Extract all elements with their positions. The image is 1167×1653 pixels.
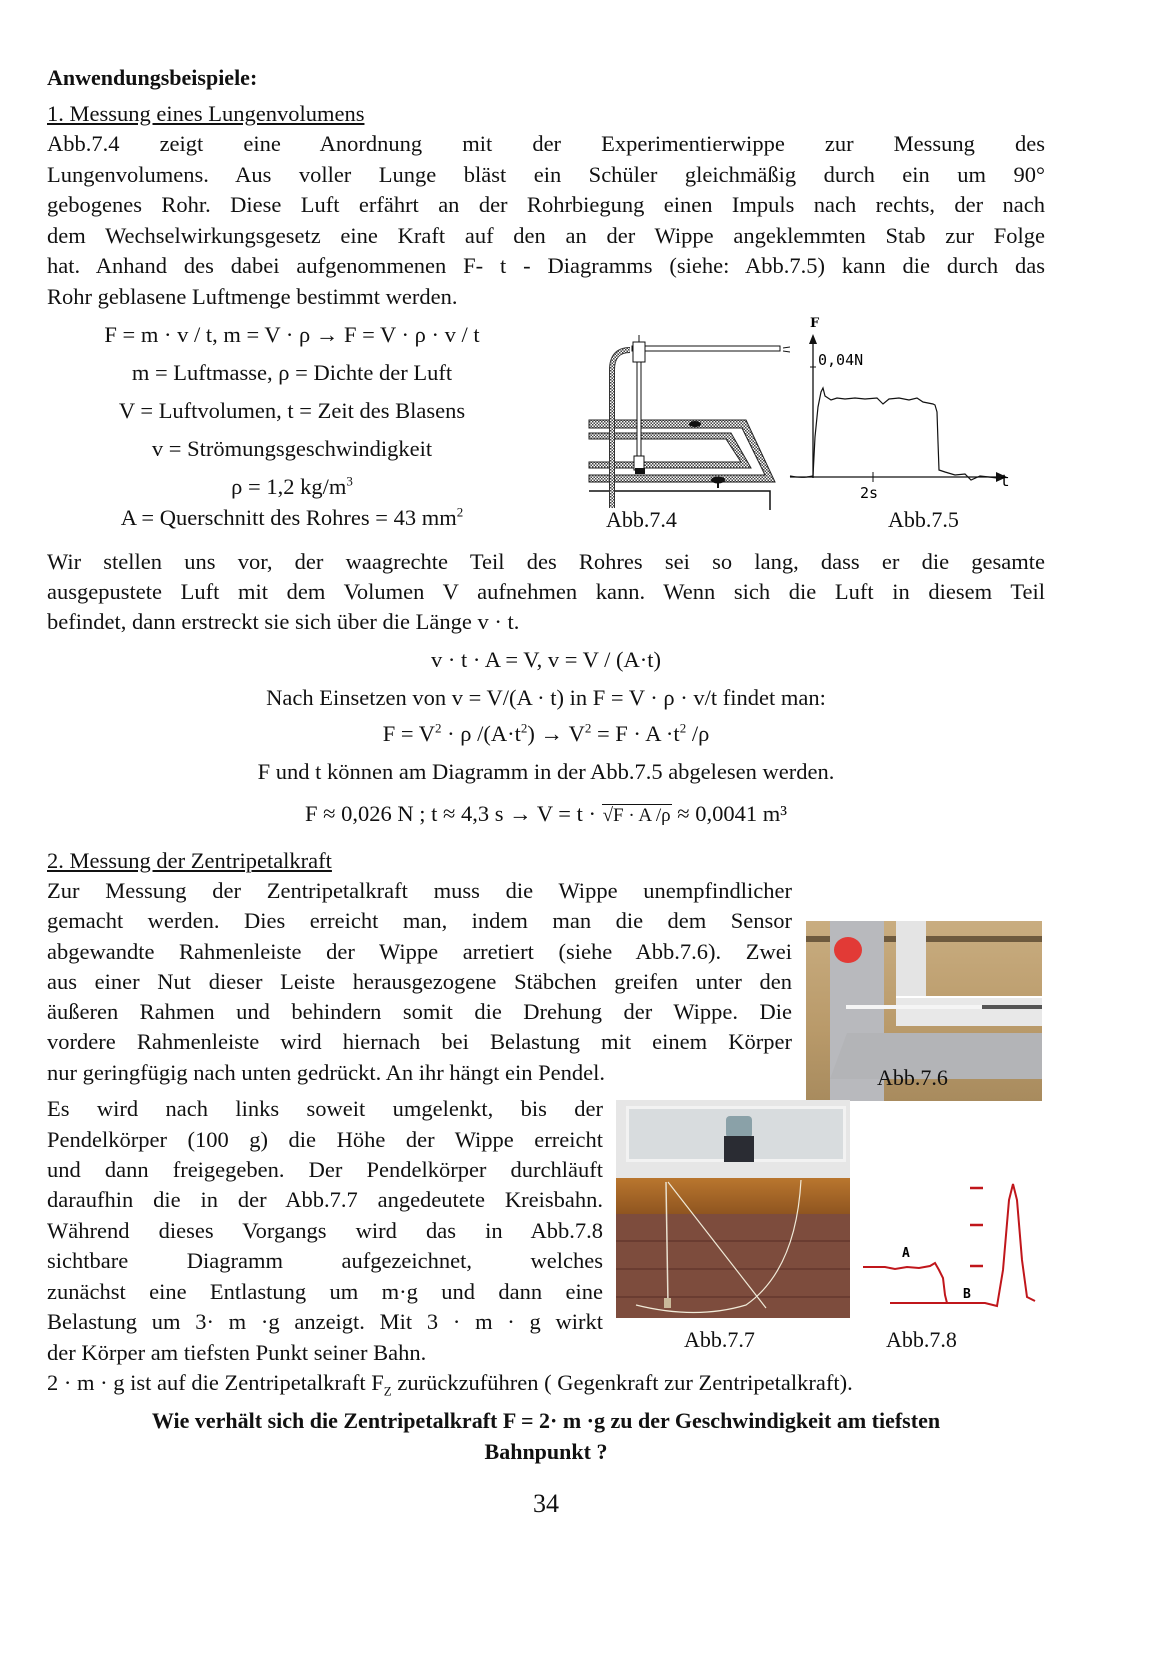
formula-density: [47, 472, 537, 502]
sqrt-expression: √F · A /ρ: [602, 805, 671, 826]
figure-7-4-seesaw-drawing: [550, 310, 790, 510]
e2p2-line: daraufhin die in der Abb.7.7 angedeutete Kreisbahn.: [47, 1187, 603, 1212]
red-knob-icon: [834, 937, 862, 963]
derivation-2: Nach Einsetzen von v = V/(A · t) in F = V · ρ · v/t findet man:: [266, 685, 826, 710]
derivation-4: F und t können am Diagramm in der Abb.7.5 abgelesen werden.: [257, 759, 835, 784]
e2-line: aus einer Nut dieser Leiste herausgezogene Stäbchen greifen unter den: [47, 969, 792, 994]
label-b: B: [963, 1287, 971, 1302]
e2p2-line: Pendelkörper (100 g) die Höhe der Wippe erreicht: [47, 1127, 603, 1152]
closing-sentence: [47, 1368, 1045, 1398]
figure-7-7-caption: Abb.7.7: [684, 1327, 755, 1352]
d3-part: = F · A ·t: [591, 721, 680, 746]
intro-line: Rohr geblasene Luftmenge bestimmt werden.: [47, 284, 458, 309]
e2-line: Zur Messung der Zentripetalkraft muss die Wippe unempfindlicher: [47, 878, 792, 903]
d3-part: F = V: [382, 721, 435, 746]
y-axis-label: F: [810, 316, 820, 331]
derivation-1: v · t · A = V, v = V / (A·t): [431, 647, 661, 672]
result-part: F ≈ 0,026 N ; t ≈ 4,3 s → V = t ·: [305, 801, 602, 826]
result-part: ≈ 0,0041 m³: [671, 801, 787, 826]
e2p2-line: Es wird nach links soweit umgelenkt, bis der: [47, 1096, 603, 1121]
e2-line: vordere Rahmenleiste wird hiernach bei Belastung mit einem Körper: [47, 1029, 792, 1054]
example2-title: 2. Messung der Zentripetalkraft: [47, 848, 332, 873]
y-tick-label: 0,04N: [818, 351, 864, 369]
intro-line: hat. Anhand des dabei aufgenommenen F- t - Diagramms (siehe: Abb.7.5) kann die durch das: [47, 253, 1045, 278]
derivation-3: [47, 719, 1045, 749]
closing-part: 2 · m · g ist auf die Zentripetalkraft F: [47, 1370, 384, 1395]
figure-7-8-force-chart: [855, 1170, 1045, 1320]
intro-line: gebogenes Rohr. Diese Luft erfährt an der Rohrbiegung einen Impuls nach rechts, der nach: [47, 192, 1045, 217]
figure-7-6-caption: Abb.7.6: [877, 1065, 948, 1090]
e2-line: gemacht werden. Dies erreicht man, indem man die dem Sensor: [47, 908, 792, 933]
density-exponent: 3: [346, 473, 353, 489]
d3-part: /ρ: [686, 721, 710, 746]
para2-line: befindet, dann erstreckt sie sich über die Länge v · t.: [47, 609, 520, 634]
page-number: 34: [533, 1489, 559, 1518]
e2-line: abgewandte Rahmenleiste der Wippe arretiert (siehe Abb.7.6). Zwei: [47, 939, 792, 964]
intro-line: Abb.7.4 zeigt eine Anordnung mit der Experimentierwippe zur Messung des: [47, 131, 1045, 156]
figure-7-7-pendulum-photo: [616, 1100, 850, 1318]
question-line-2: Bahnpunkt ?: [484, 1439, 608, 1464]
d3-exp: 2: [679, 720, 687, 736]
d3-exp: 2: [435, 720, 442, 736]
formula-definitions-3: v = Strömungsgeschwindigkeit: [151, 436, 433, 461]
e2-line: nur geringfügig nach unten gedrückt. An ihr hängt ein Pendel.: [47, 1060, 605, 1085]
pendulum-path-drawing: [616, 1100, 850, 1318]
figure-7-4-caption: Abb.7.4: [606, 507, 677, 532]
para2-line: Wir stellen uns vor, der waagrechte Teil des Rohres sei so lang, dass er die gesamte: [47, 549, 1045, 574]
example1-title: 1. Messung eines Lungenvolumens: [47, 101, 365, 126]
formula-cross-section: [47, 503, 537, 533]
e2p2-line: zunächst eine Entlastung um m·g und dann eine: [47, 1279, 603, 1304]
e2p2-line: Belastung um 3· m ·g anzeigt. Mit 3 · m · g wirkt: [47, 1309, 603, 1334]
d3-part: ) → V: [527, 721, 585, 746]
label-a: A: [902, 1246, 910, 1261]
e2p2-line: der Körper am tiefsten Punkt seiner Bahn.: [47, 1340, 427, 1365]
formula-definitions-2: V = Luftvolumen, t = Zeit des Blasens: [118, 398, 466, 423]
closing-part: zurückzuführen ( Gegenkraft zur Zentripetalkraft).: [391, 1370, 853, 1395]
derivation-5-result: [47, 799, 1045, 831]
formula-momentum: F = m · v / t, m = V · ρ → F = V · ρ · v / t: [104, 322, 480, 347]
density-text: ρ = 1,2 kg/m: [231, 474, 347, 499]
figure-7-5-caption: Abb.7.5: [888, 507, 959, 532]
cross-section-text: A = Querschnitt des Rohres = 43 mm: [120, 505, 457, 530]
figure-7-8-caption: Abb.7.8: [886, 1327, 957, 1352]
e2p2-line: und dann freigegeben. Der Pendelkörper durchläuft: [47, 1157, 603, 1182]
d3-exp: 2: [520, 720, 528, 736]
figure-7-5-force-time-chart: [785, 312, 1025, 502]
intro-line: dem Wechselwirkungsgesetz eine Kraft auf den an der Wippe angeklemmten Stab zur Folge: [47, 223, 1045, 248]
formula-definitions-1: m = Luftmasse, ρ = Dichte der Luft: [131, 360, 453, 385]
e2-line: äußeren Rahmen und behindern somit die Drehung der Wippe. Die: [47, 999, 792, 1024]
para2-line: ausgepustete Luft mit dem Volumen V aufnehmen kann. Wenn sich die Luft in diesem Teil: [47, 579, 1045, 604]
x-tick-label: 2s: [860, 484, 879, 502]
d3-exp: 2: [584, 720, 592, 736]
cross-section-exponent: 2: [456, 504, 464, 520]
question-line-1: Wie verhält sich die Zentripetalkraft F = 2· m ·g zu der Geschwindigkeit am tiefsten: [151, 1408, 941, 1433]
closing-subscript: Z: [383, 1383, 392, 1399]
e2p2-line: sichtbare Diagramm aufgezeichnet, welches: [47, 1248, 603, 1273]
intro-line: Lungenvolumens. Aus voller Lunge bläst ein Schüler gleichmäßig durch ein um 90°: [47, 162, 1045, 187]
section-title: Anwendungsbeispiele:: [47, 65, 258, 90]
d3-part: · ρ /(A·t: [441, 721, 521, 746]
x-axis-label: t: [1000, 471, 1010, 490]
e2p2-line: Während dieses Vorgangs wird das in Abb.7.8: [47, 1218, 603, 1243]
